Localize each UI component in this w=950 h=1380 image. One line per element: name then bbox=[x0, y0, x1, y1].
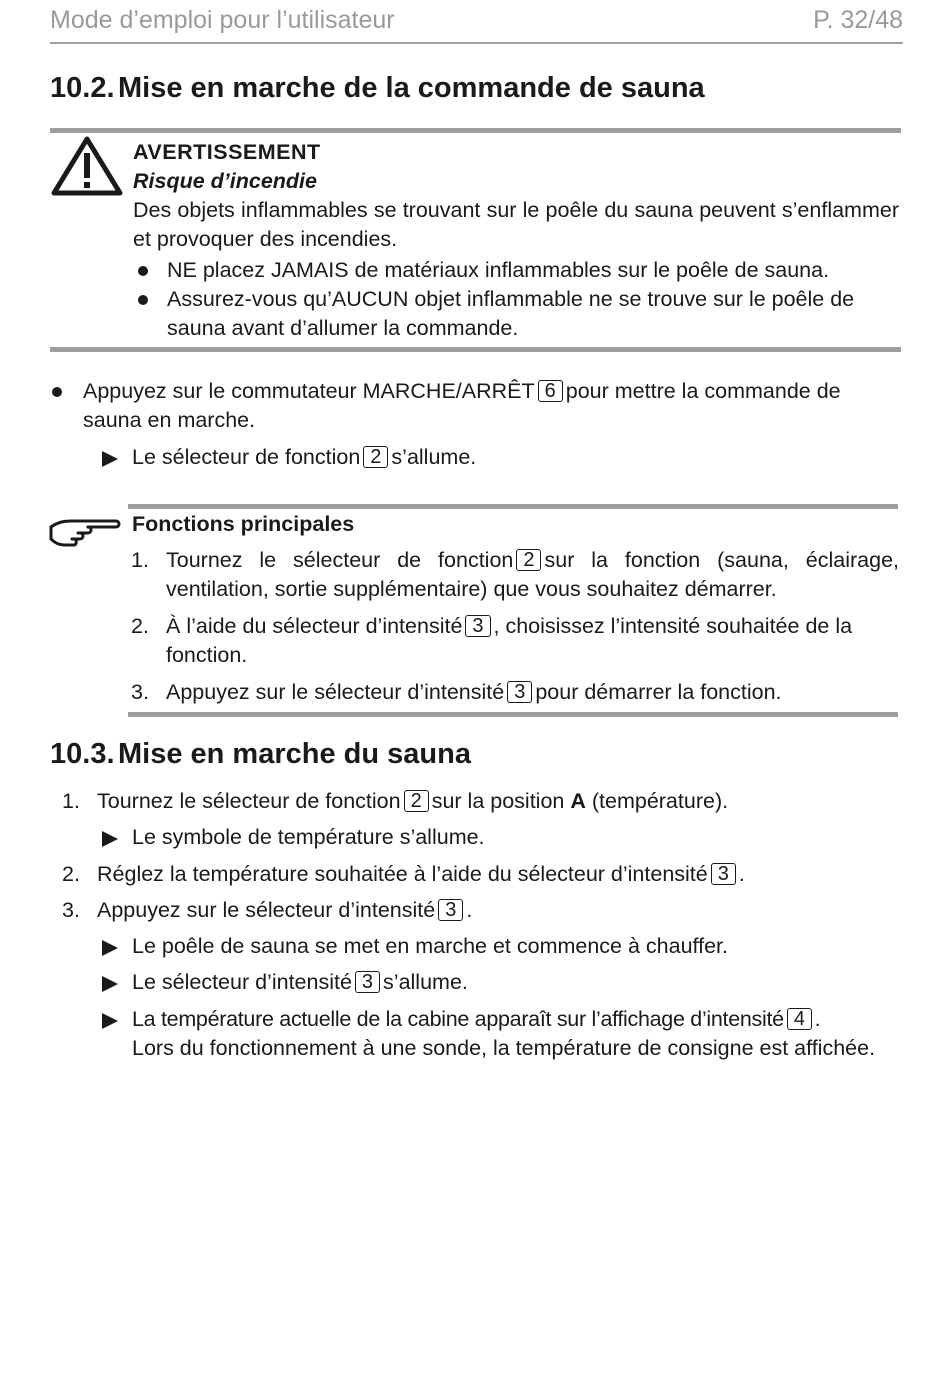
result-text: . bbox=[814, 1007, 821, 1031]
section-heading-10-2 bbox=[50, 72, 705, 105]
item-text: sur la fonction (sauna, éclairage, ventilation, sortie supplémentaire) que vous souhaitez démarrer. bbox=[166, 548, 899, 601]
step-result bbox=[132, 968, 902, 997]
bullet-dot bbox=[138, 266, 148, 276]
list-number: 2. bbox=[62, 862, 80, 886]
step-text: (température). bbox=[591, 789, 729, 813]
reference-box: 2 bbox=[404, 790, 429, 812]
warning-bullet-1: NE placez JAMAIS de matériaux inflammables sur le poêle de sauna. bbox=[167, 258, 830, 282]
list-number: 1. bbox=[62, 789, 80, 813]
item-text: Appuyez sur le sélecteur d’intensité bbox=[166, 680, 505, 704]
note-item-3 bbox=[166, 678, 899, 707]
item-text: À l’aide du sélecteur d’intensité bbox=[166, 614, 463, 638]
step-text: Appuyez sur le sélecteur d’intensité bbox=[97, 898, 436, 922]
list-number: 3. bbox=[62, 898, 80, 922]
reference-box: 2 bbox=[516, 549, 541, 571]
note-bottom-rule bbox=[128, 712, 898, 717]
list-number: 3. bbox=[131, 680, 149, 704]
note-item-2 bbox=[166, 612, 899, 670]
item-text: pour démarrer la fonction. bbox=[535, 680, 782, 704]
step-text: Appuyez sur le commutateur MARCHE/ARRÊT bbox=[83, 379, 535, 403]
step-text: pour mettre la commande de sauna en marche. bbox=[83, 379, 841, 432]
note-heading: Fonctions principales bbox=[132, 512, 355, 536]
result-text: Le sélecteur de fonction bbox=[132, 445, 361, 469]
warning-triangle-icon bbox=[50, 135, 124, 197]
section-number: 10.3. bbox=[50, 738, 115, 770]
list-number: 1. bbox=[131, 548, 149, 572]
item-text: , choisissez l’intensité souhaitée de la fonction. bbox=[166, 614, 853, 667]
step-text: Réglez la température souhaitée à l’aide du sélecteur d’intensité bbox=[97, 862, 708, 886]
section-title: Mise en marche du sauna bbox=[118, 738, 471, 770]
step-text: Tournez le sélecteur de fonction bbox=[97, 789, 401, 813]
result-arrow-icon bbox=[102, 451, 118, 467]
list-number: 2. bbox=[131, 614, 149, 638]
sauna-step-1 bbox=[97, 787, 902, 816]
reference-box: 3 bbox=[711, 863, 736, 885]
item-text: Tournez le sélecteur de fonction bbox=[166, 548, 514, 572]
result-text: s’allume. bbox=[383, 970, 468, 994]
warning-block bbox=[133, 138, 899, 254]
instruction-step bbox=[83, 377, 903, 435]
result-arrow-icon bbox=[102, 1013, 118, 1029]
note-item-1 bbox=[166, 546, 899, 604]
result-text: s’allume. bbox=[391, 445, 477, 469]
warning-bottom-rule bbox=[50, 347, 901, 352]
result-text: Le sélecteur d’intensité bbox=[132, 970, 352, 994]
warning-subheading: Risque d’incendie bbox=[133, 169, 317, 193]
section-number: 10.2. bbox=[50, 72, 115, 104]
sauna-step-3 bbox=[97, 896, 902, 925]
document-title: Mode d’emploi pour l’utilisateur bbox=[50, 6, 395, 34]
step-result bbox=[132, 1005, 902, 1034]
bullet-dot bbox=[138, 295, 148, 305]
reference-box: 6 bbox=[538, 380, 563, 402]
sauna-step-2 bbox=[97, 860, 902, 889]
step-result bbox=[132, 443, 902, 472]
result-continuation: Lors du fonctionnement à une sonde, la température de consigne est affichée. bbox=[132, 1036, 876, 1060]
section-title: Mise en marche de la commande de sauna bbox=[118, 72, 705, 104]
section-heading-10-3 bbox=[50, 738, 471, 771]
step-result: Le symbole de température s’allume. bbox=[132, 825, 485, 849]
reference-box: 2 bbox=[363, 446, 388, 468]
reference-box: 4 bbox=[787, 1008, 812, 1030]
step-text: . bbox=[466, 898, 473, 922]
warning-text: Des objets inflammables se trouvant sur le poêle du sauna peuvent s’enflammer et provoquer des incendies. bbox=[133, 198, 899, 251]
reference-box: 3 bbox=[438, 899, 463, 921]
warning-heading: AVERTISSEMENT bbox=[133, 140, 321, 164]
step-text: . bbox=[738, 862, 745, 886]
bullet-dot bbox=[52, 387, 62, 397]
warning-top-rule bbox=[50, 128, 901, 133]
position-label: A bbox=[570, 789, 586, 813]
reference-box: 3 bbox=[507, 681, 532, 703]
step-text: sur la position bbox=[431, 789, 565, 813]
reference-box: 3 bbox=[465, 615, 490, 637]
page-header bbox=[50, 4, 903, 44]
warning-bullet-2: Assurez-vous qu’AUCUN objet inflammable ne se trouve sur le poêle de sauna avant d’allumer la commande. bbox=[167, 287, 855, 340]
result-arrow-icon bbox=[102, 976, 118, 992]
reference-box: 3 bbox=[355, 971, 380, 993]
page-number: P. 32/48 bbox=[813, 6, 903, 34]
result-arrow-icon bbox=[102, 831, 118, 847]
note-top-rule bbox=[128, 504, 898, 509]
step-result: Le poêle de sauna se met en marche et commence à chauffer. bbox=[132, 934, 728, 958]
result-text: La température actuelle de la cabine apparaît sur l’affichage d’intensité bbox=[132, 1007, 784, 1031]
result-arrow-icon bbox=[102, 940, 118, 956]
pointing-hand-icon bbox=[48, 513, 122, 553]
